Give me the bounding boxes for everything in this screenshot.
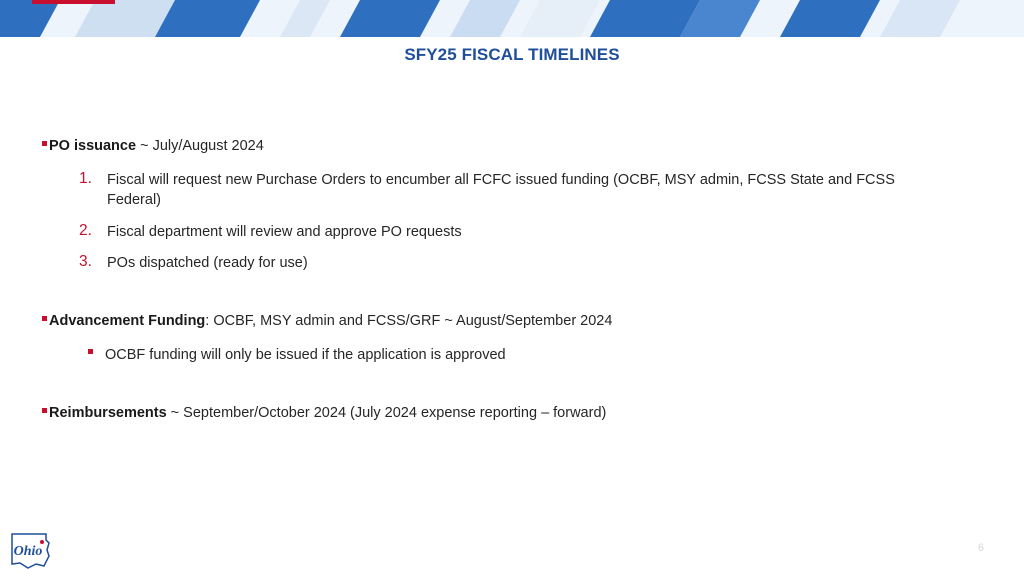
- bullet-square-icon: [42, 316, 47, 321]
- list-item-2: Fiscal department will review and approve PO requests: [107, 224, 462, 240]
- list-item-1: Fiscal will request new Purchase Orders to encumber all FCFC issued funding (OCBF, MSY admin, FCSS State and FCSS Federal): [107, 172, 895, 208]
- reimbursements-label: Reimbursements: [49, 405, 167, 421]
- sub-item-ocbf: OCBF funding will only be issued if the application is approved: [105, 347, 506, 363]
- logo-text: Ohio: [13, 544, 43, 559]
- banner-graphic: [0, 0, 1024, 37]
- list-number-3: 3.: [79, 253, 92, 270]
- po-issuance-label: PO issuance: [49, 138, 137, 154]
- ohio-logo: [6, 530, 52, 570]
- bullet-advancement-funding: [42, 313, 612, 329]
- page-number: 6: [977, 542, 984, 554]
- list-number-2: 2.: [79, 222, 92, 239]
- slide-title: SFY25 FISCAL TIMELINES: [404, 45, 620, 64]
- reimbursements-text: ~ September/October 2024 (July 2024 expense reporting – forward): [166, 405, 607, 421]
- sub-bullet-square-icon: [88, 349, 93, 354]
- bullet-square-icon: [42, 408, 47, 413]
- bullet-reimbursements: [42, 405, 606, 421]
- bullet-po-issuance: [42, 138, 264, 154]
- accent-bar: [32, 0, 115, 4]
- advancement-funding-text: : OCBF, MSY admin and FCSS/GRF ~ August/September 2024: [205, 313, 613, 329]
- advancement-funding-label: Advancement Funding: [49, 313, 206, 329]
- po-issuance-text: ~ July/August 2024: [136, 138, 264, 154]
- header-banner: [0, 0, 1024, 37]
- list-item-3: POs dispatched (ready for use): [107, 255, 308, 271]
- list-number-1: 1.: [79, 170, 92, 187]
- bullet-square-icon: [42, 141, 47, 146]
